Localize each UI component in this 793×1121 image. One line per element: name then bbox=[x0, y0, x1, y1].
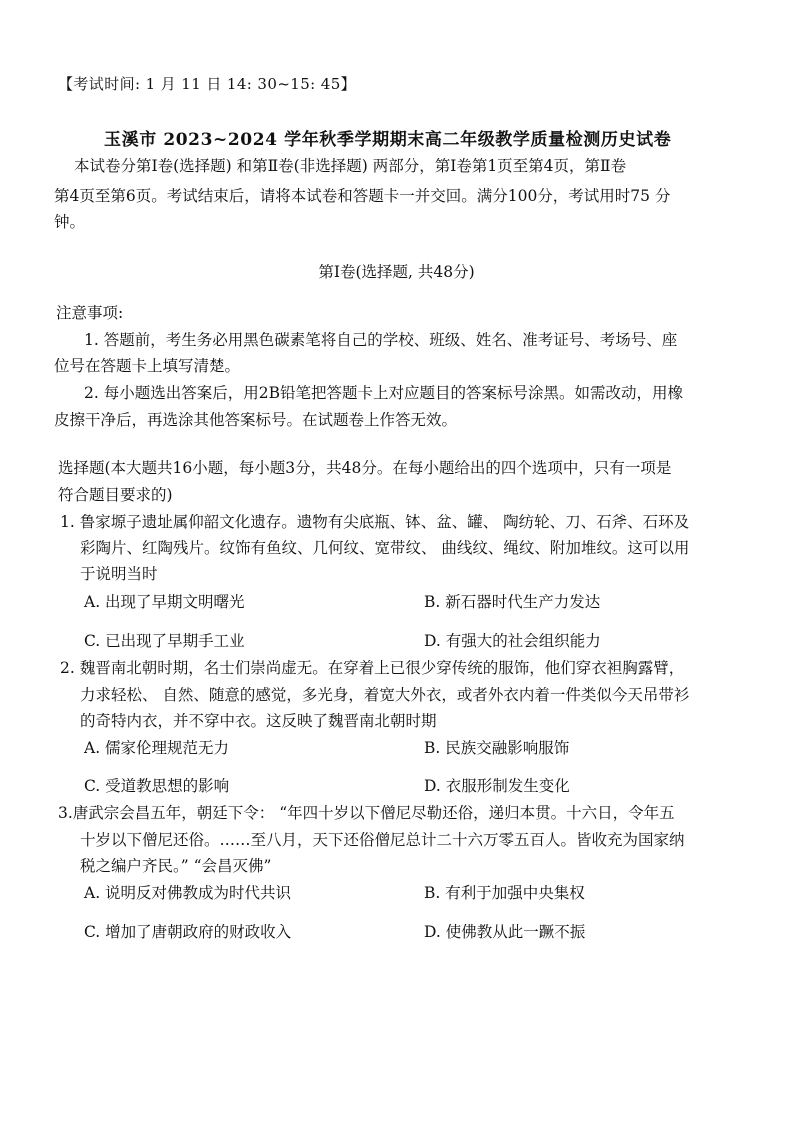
question-2-option-d[interactable]: D. 衣服形制发生变化 bbox=[424, 777, 570, 795]
question-3-line-3: 税之编户齐民。” “会昌灭佛” bbox=[80, 857, 272, 875]
exam-time: 【考试时间: 1 月 11 日 14: 30~15: 45】 bbox=[58, 75, 357, 93]
question-3-line-1: 3.唐武宗会昌五年，朝廷下令： “年四十岁以下僧尼尽勒还俗，递归本贯。十六日，令年五 bbox=[58, 804, 675, 822]
question-2-line-1: 2. 魏晋南北朝时期，名士们崇尚虚无。在穿着上已很少穿传统的服饰，他们穿衣袒胸露臂， bbox=[60, 659, 685, 677]
question-1-option-d[interactable]: D. 有强大的社会组织能力 bbox=[424, 632, 601, 650]
intro-line-1: 本试卷分第Ⅰ卷(选择题) 和第Ⅱ卷(非选择题) 两部分，第Ⅰ卷第1页至第4页，第Ⅱ卷 bbox=[74, 157, 627, 175]
question-1-option-c[interactable]: C. 已出现了早期手工业 bbox=[84, 632, 245, 650]
question-2-line-2: 力求轻松、 自然、随意的感觉，多光身，着宽大外衣，或者外衣内着一件类似今天吊带衫 bbox=[80, 686, 690, 704]
question-1-line-1: 1. 鲁家塬子遗址属仰韶文化遗存。遗物有尖底瓶、钵、盆、罐、 陶纺轮、刀、石斧、石环及 bbox=[60, 513, 690, 531]
note-2-line-1: 2. 每小题选出答案后，用2B铅笔把答题卡上对应题目的答案标号涂黑。如需改动，用橡 bbox=[84, 384, 683, 402]
question-3-option-b[interactable]: B. 有利于加强中央集权 bbox=[424, 884, 585, 902]
question-1-option-b[interactable]: B. 新石器时代生产力发达 bbox=[424, 593, 601, 611]
question-2-line-3: 的奇特内衣，并不穿中衣。这反映了魏晋南北朝时期 bbox=[80, 712, 437, 730]
question-1-line-2: 彩陶片、红陶残片。纹饰有鱼纹、几何纹、宽带纹、 曲线纹、绳纹、附加堆纹。这可以用 bbox=[80, 539, 690, 557]
question-2-option-b[interactable]: B. 民族交融影响服饰 bbox=[424, 739, 570, 757]
question-2-option-a[interactable]: A. 儒家伦理规范无力 bbox=[84, 739, 230, 757]
mc-intro-line-2: 符合题目要求的) bbox=[58, 486, 173, 504]
question-2-option-c[interactable]: C. 受道教思想的影响 bbox=[84, 777, 230, 795]
note-2-line-2: 皮擦干净后，再选涂其他答案标号。在试题卷上作答无效。 bbox=[54, 411, 458, 429]
intro-line-3: 钟。 bbox=[54, 213, 86, 231]
note-1-line-1: 1. 答题前，考生务必用黑色碳素笔将自己的学校、班级、姓名、准考证号、考场号、座 bbox=[84, 331, 678, 349]
question-3-option-a[interactable]: A. 说明反对佛教成为时代共识 bbox=[84, 884, 292, 902]
question-3-option-d[interactable]: D. 使佛教从此一蹶不振 bbox=[424, 923, 586, 941]
section-heading: 第Ⅰ卷(选择题, 共48分) bbox=[318, 263, 475, 281]
intro-line-2: 第4页至第6页。考试结束后，请将本试卷和答题卡一并交回。满分100分，考试用时75 分 bbox=[54, 187, 671, 205]
question-1-option-a[interactable]: A. 出现了早期文明曙光 bbox=[84, 593, 245, 611]
note-1-line-2: 位号在答题卡上填写清楚。 bbox=[54, 357, 241, 375]
mc-intro-line-1: 选择题(本大题共16小题，每小题3分，共48分。在每小题给出的四个选项中，只有一项是 bbox=[58, 459, 672, 477]
question-1-line-3: 于说明当时 bbox=[80, 565, 158, 583]
question-3-line-2: 十岁以下僧尼还俗。……至八月，天下还俗僧尼总计二十六万零五百人。皆收充为国家纳 bbox=[80, 831, 685, 849]
notes-heading: 注意事项: bbox=[56, 304, 124, 322]
question-3-option-c[interactable]: C. 增加了唐朝政府的财政收入 bbox=[84, 923, 292, 941]
exam-title: 玉溪市 2023~2024 学年秋季学期期末高二年级教学质量检测历史试卷 bbox=[104, 130, 672, 150]
